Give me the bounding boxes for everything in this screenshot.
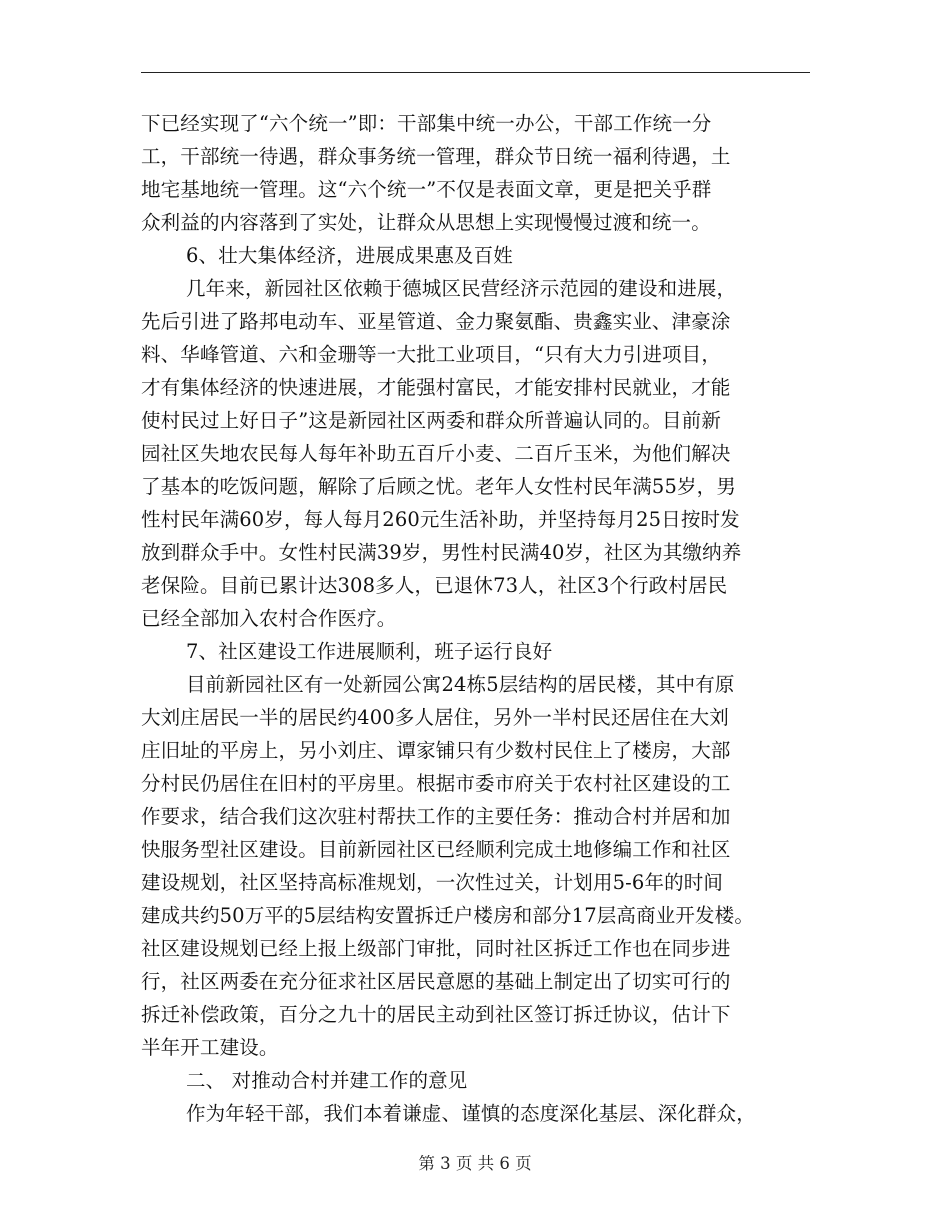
text-line: 快服务型社区建设。目前新园社区已经顺利完成土地修编工作和社区 (141, 838, 731, 861)
document-body (141, 107, 821, 1130)
text-line: 大刘庄居民一半的居民约400多人居住，另外一半村民还居住在大刘 (141, 706, 729, 729)
text-line: 放到群众手中。女性村民满39岁，男性村民满40岁，社区为其缴纳养 (141, 541, 742, 564)
text-line: 性村民年满60岁，每人每月260元生活补助，并坚持每月25日按时发 (141, 508, 740, 531)
text-line: 才有集体经济的快速进展，才能强村富民，才能安排村民就业，才能 (141, 376, 731, 399)
text-line: 建设规划，社区坚持高标准规划，一次性过关，计划用5-6年的时间 (141, 871, 724, 894)
text-line: 众利益的内容落到了实处，让群众从思想上实现慢慢过渡和统一。 (141, 211, 711, 234)
text-line: 二、 对推动合村并建工作的意见 (186, 1069, 468, 1092)
text-line: 工，干部统一待遇，群众事务统一管理，群众节日统一福利待遇，土 (141, 145, 731, 168)
text-line: 地宅基地统一管理。这“六个统一”不仅是表面文章，更是把关乎群 (141, 178, 712, 201)
text-line: 先后引进了路邦电动车、亚星管道、金力聚氨酯、贵鑫实业、津豪涂 (141, 310, 731, 333)
text-line: 庄旧址的平房上，另小刘庄、谭家铺只有少数村民住上了楼房，大部 (141, 739, 731, 762)
text-line: 目前新园社区有一处新园公寓24栋5层结构的居民楼，其中有原 (186, 673, 735, 696)
text-line: 社区建设规划已经上报上级部门审批，同时社区拆迁工作也在同步进 (141, 937, 731, 960)
text-line: 作为年轻干部，我们本着谦虚、谨慎的态度深化基层、深化群众， (186, 1102, 756, 1125)
text-line: 园社区失地农民每人每年补助五百斤小麦、二百斤玉米，为他们解决 (141, 442, 731, 465)
text-line: 7、社区建设工作进展顺利，班子运行良好 (186, 640, 553, 663)
text-line: 料、华峰管道、六和金珊等一大批工业项目，“只有大力引进项目， (141, 343, 721, 366)
text-line: 6、壮大集体经济，进展成果惠及百姓 (186, 244, 513, 267)
page-footer: 第 3 页 共 6 页 (418, 1154, 532, 1173)
text-line: 行，社区两委在充分征求社区居民意愿的基础上制定出了切实可行的 (141, 970, 731, 993)
text-line: 分村民仍居住在旧村的平房里。根据市委市府关于农村社区建设的工 (141, 772, 731, 795)
text-line: 下已经实现了“六个统一”即：干部集中统一办公，干部工作统一分 (141, 112, 712, 135)
text-line: 拆迁补偿政策，百分之九十的居民主动到社区签订拆迁协议，估计下 (141, 1003, 731, 1026)
text-line: 老保险。目前已累计达308多人，已退休73人，社区3个行政村居民 (141, 574, 728, 597)
text-line: 几年来，新园社区依赖于德城区民营经济示范园的建设和进展， (186, 277, 737, 300)
text-line: 建成共约50万平的5层结构安置拆迁户楼房和部分17层高商业开发楼。 (141, 904, 754, 927)
text-line: 作要求，结合我们这次驻村帮扶工作的主要任务：推动合村并居和加 (141, 805, 731, 828)
text-line: 使村民过上好日子”这是新园社区两委和群众所普遍认同的。目前新 (141, 409, 721, 432)
header-rule (141, 72, 810, 73)
text-line: 已经全部加入农村合作医疗。 (141, 607, 397, 630)
text-line: 半年开工建设。 (141, 1036, 279, 1059)
text-line: 了基本的吃饭问题，解除了后顾之忧。老年人女性村民年满55岁，男 (141, 475, 736, 498)
